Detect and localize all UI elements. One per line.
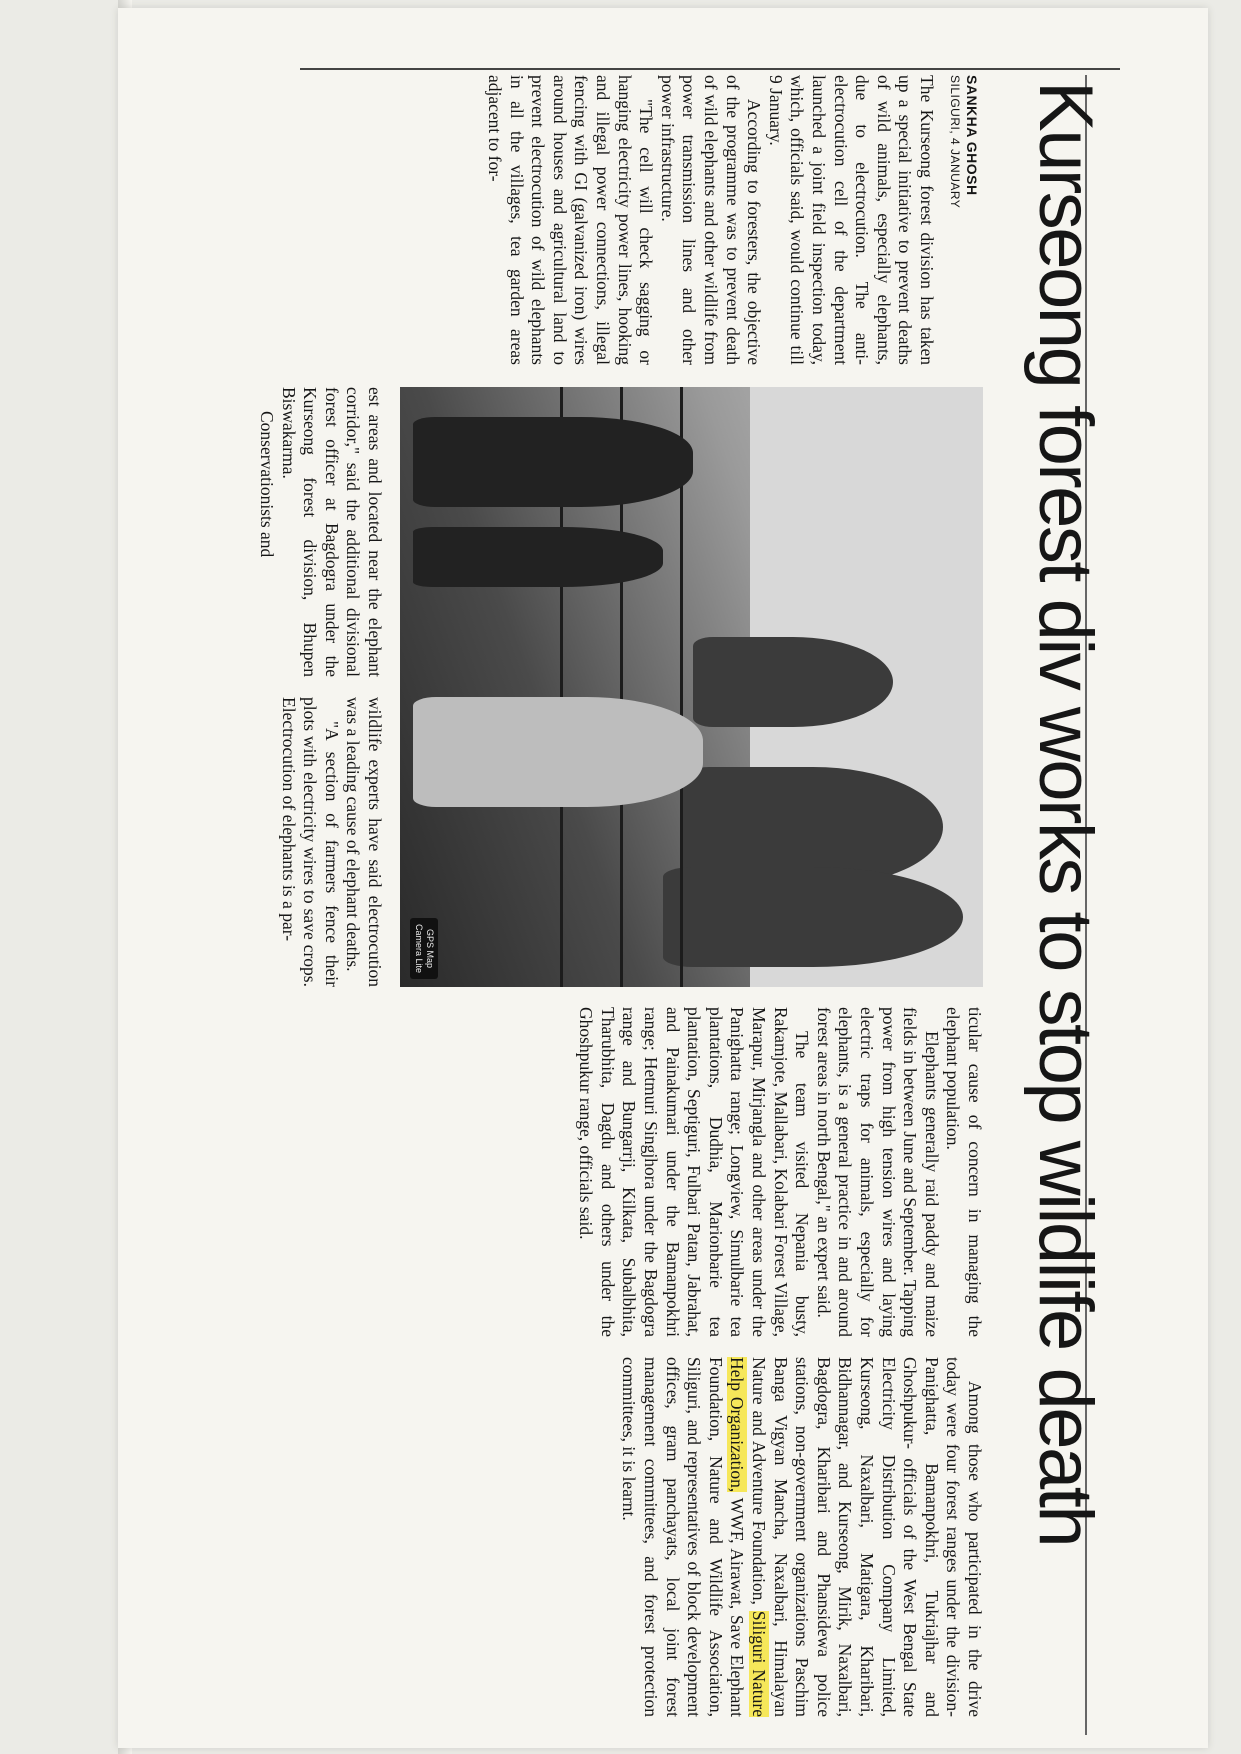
highlighted-text: Siliguri Nature Help Organization,: [727, 1357, 770, 1717]
photo-tree: [663, 867, 963, 967]
paragraph-text: Among those who participated in the drive today were four forest ranges under the division-Panighatta, Bamanpokhri, Tukriajhar and Ghoshpukur- officials of the West Bengal State Electricity Distribution Company Limited, Kurseong, Naxalbari, Matigara, Kharibari, Bidhannagar, and Kurseong, Mirik, Naxalbari, Bagdogra, Kharibari and Phansidewa police stations, non-government organizations Paschim Banga Vigyan Mancha, Naxalbari, Himalayan Nature and Adventure Foundation,: [749, 1357, 985, 1717]
photo-person: [413, 697, 703, 807]
paragraph: Conservationists and: [257, 411, 278, 558]
byline: [948, 75, 980, 375]
article-column-4: [575, 1007, 985, 1337]
paragraph: [618, 1357, 985, 1717]
paragraph: The team visited Nepania busty, Rakamjote, Mallabari, Kolabari Forest Village, Marapur, Mirjangla and other areas under the Panighatta range; Longview, Simulbarie tea plantations, Dudhia, Marionbarie tea plantation, Septiguri, Fulbari Patan, Jabrahat, and Painakumari under the Bamanpokhri range; Hetmuri Singjhora under the Bagdogra range and Bungarrji, Kilkata, Subalbhita, Tharubhita, Dagdu and others under the Ghoshpukur range, officials said.: [576, 1007, 813, 1337]
article-column-5: [618, 1357, 985, 1717]
article-column-1: [484, 75, 937, 365]
news-article: [165, 75, 1108, 1735]
paragraph: est areas and located near the elephant corridor," said the additional divisional forest officer at Bagdogra under the Kurseong forest division, Bhupen Biswakarma.: [278, 387, 385, 677]
paragraph-text: WWF, Airawat, Save Elephant Foundation, Nature and Wildlife Association, Siliguri, and representatives of block development offices, gram panchayats, local joint forest management committees, and forest protection committees, it is learnt.: [619, 1357, 748, 1717]
column-rule-top: [300, 68, 1120, 70]
article-photo: [400, 387, 983, 987]
stamp-line: GPS Map: [425, 928, 435, 968]
article-column-3: [277, 697, 385, 987]
article-column-2: [255, 387, 385, 677]
paragraph: "A section of farmers fence their plots with electricity wires to save crops. Electrocution of elephants is a par-: [278, 697, 342, 987]
paragraph: The Kurseong forest division has taken up a special initiative to prevent deaths of wild animals, especially elephants, due to electrocution. The anti-electrocution cell of the department launched a joint field inspection today, which, officials said, would continue till 9 January.: [765, 75, 937, 365]
photo-gps-stamp: [410, 918, 438, 979]
photo-tree: [693, 637, 893, 727]
paragraph: According to foresters, the objective of the programme was to prevent death of wild elephants and other wildlife from power transmission lines and other power infrastructure.: [657, 75, 765, 365]
photo-person: [413, 527, 663, 587]
paragraph: "The cell will check sagging or hanging electricity power lines, hooking and illegal power connections, illegal fencing with GI (galvanized iron) wires around houses and agricultural land to prevent electrocution of wild elephants in all the villages, tea garden areas adjacent to for-: [485, 75, 657, 365]
dateline: SILIGURI, 4 JANUARY: [948, 75, 962, 209]
photo-person: [413, 417, 693, 507]
author-name: SANKHA GHOSH: [964, 75, 980, 196]
article-headline: Kurseong forest div works to stop wildlife death: [1023, 81, 1108, 1546]
stamp-line: Camera Lite: [414, 923, 424, 973]
paragraph: wildlife experts have said electrocution was a leading cause of elephant deaths.: [343, 697, 385, 987]
paragraph: Elephants generally raid paddy and maize fields in between June and September. Tapping power from high tension wires and laying electric traps for animals, especially for elephants, is a general practice in and around forest areas in north Bengal," an expert said.: [813, 1007, 942, 1337]
paragraph: ticular cause of concern in managing the elephant population.: [943, 1007, 985, 1337]
